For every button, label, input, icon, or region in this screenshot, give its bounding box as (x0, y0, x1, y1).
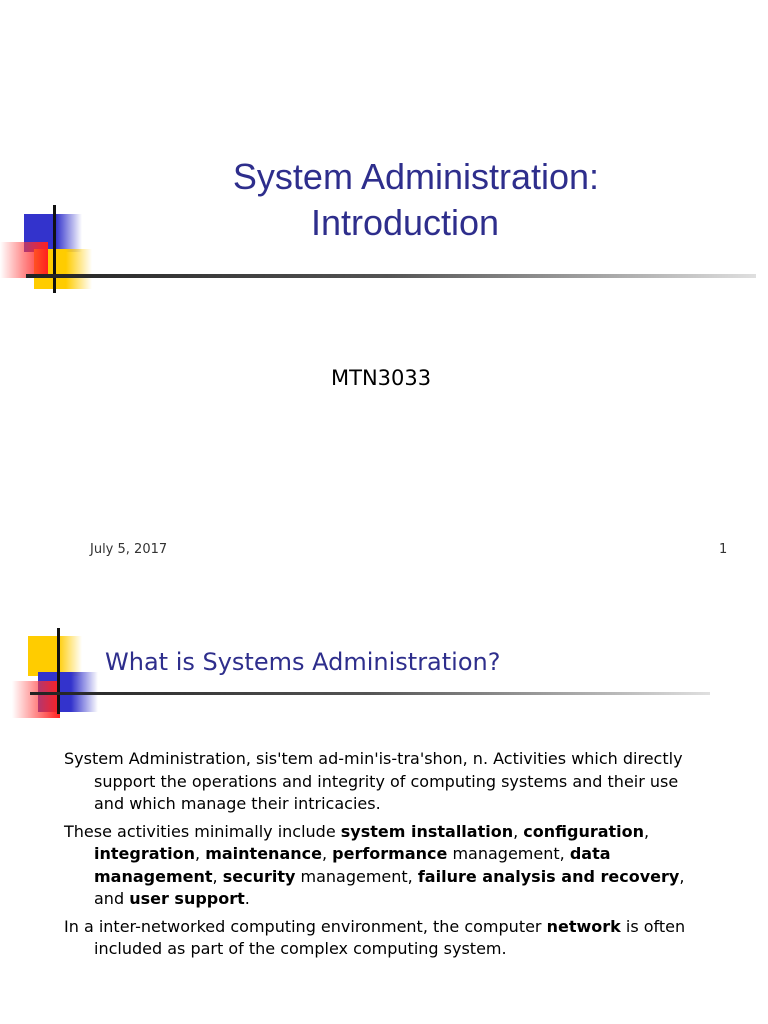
text-span: , (513, 821, 524, 841)
text-line (64, 748, 744, 771)
bullet-paragraph (64, 916, 744, 961)
bullet-paragraph (64, 821, 744, 911)
bold-term: failure analysis and recovery (417, 866, 680, 886)
slide-title-line1: System Administration: (232, 156, 600, 197)
text-line (64, 771, 744, 794)
slide-footer-date: July 5, 2017 (90, 542, 168, 557)
text-span: , (679, 866, 685, 886)
text-span: , (644, 821, 650, 841)
text-span: , (212, 866, 223, 886)
slide-page-number: 1 (719, 542, 728, 557)
bold-term: maintenance (205, 844, 322, 863)
text-line (64, 793, 744, 816)
bold-term: management (94, 866, 213, 886)
text-span: In a inter-networked computing environment, the computer (64, 916, 547, 936)
slide-title-line2: Introduction (310, 202, 500, 243)
text-line (64, 916, 744, 939)
text-span: included as part of the complex computing system. (94, 939, 507, 958)
bold-term: data (569, 844, 611, 863)
text-span: , (195, 844, 206, 863)
text-span: These activities minimally include (64, 821, 341, 841)
slide-subtitle: MTN3033 (331, 366, 432, 390)
text-line (64, 938, 744, 961)
slide-title: What is Systems Administration? (105, 648, 501, 676)
bold-term: configuration (523, 821, 645, 841)
bold-term: system installation (340, 821, 514, 841)
decor-red-square (12, 681, 60, 718)
text-line (64, 888, 744, 911)
decor-yellow-square (28, 636, 82, 676)
bold-term: performance (332, 844, 448, 863)
bold-term: network (546, 916, 621, 936)
text-span: System Administration, sis'tem ad-min'is-tra'shon, n. Activities which directly (64, 749, 683, 768)
slide-body-text (64, 748, 744, 966)
text-line (64, 843, 744, 866)
text-span: , (321, 844, 333, 863)
text-span: is often (620, 916, 686, 936)
text-span: support the operations and integrity of computing systems and their use (94, 771, 679, 791)
bullet-paragraph (64, 748, 744, 816)
text-line (64, 866, 744, 889)
decor-red-square (0, 242, 48, 278)
decor-horizontal-line (26, 274, 756, 278)
text-span: and (94, 889, 130, 908)
bold-term: integration (94, 844, 196, 863)
bold-term: security (222, 866, 296, 886)
decor-horizontal-line (30, 692, 710, 695)
text-span: management, (295, 866, 418, 886)
text-span: and which manage their intricacies. (94, 794, 381, 813)
decor-vertical-line (57, 628, 60, 714)
text-span: management, (447, 844, 570, 863)
text-line (64, 821, 744, 844)
text-span: . (244, 889, 250, 908)
bold-term: user support (129, 889, 245, 908)
